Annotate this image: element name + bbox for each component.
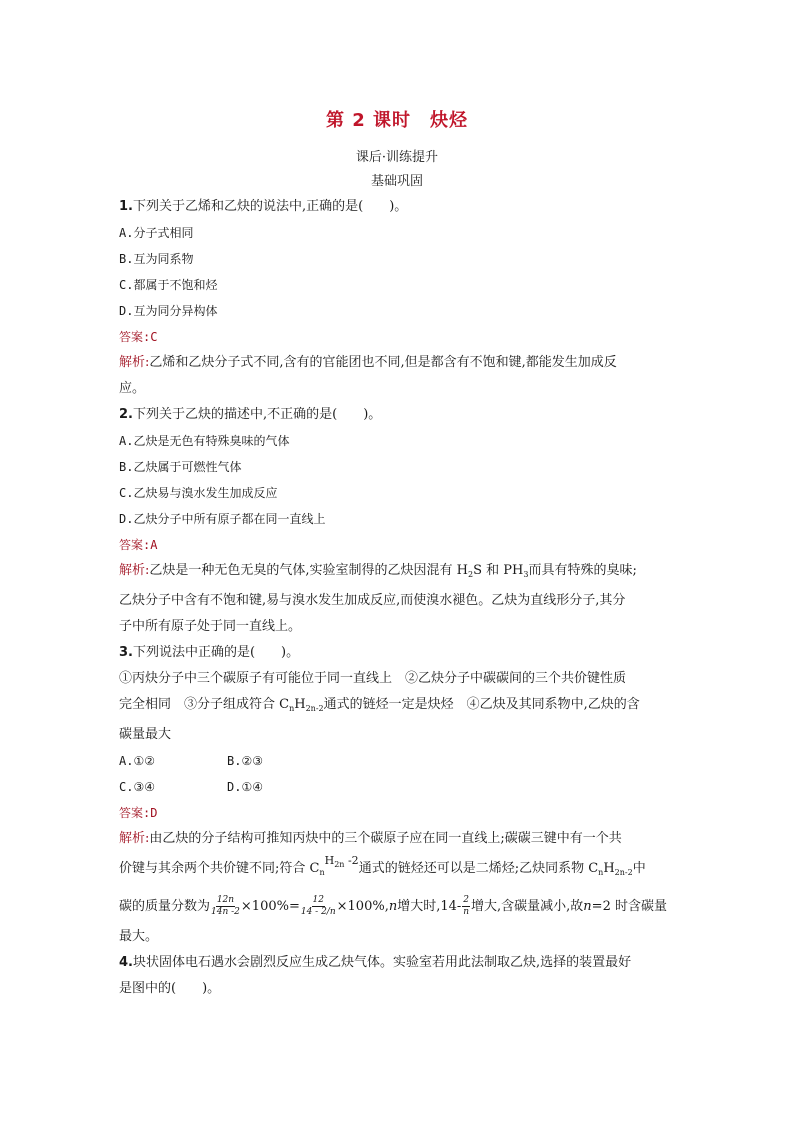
q3-statement-3: 碳量最大 xyxy=(119,727,172,742)
q3-option-b: B.②③ xyxy=(227,754,263,768)
q3-explanation-cont-1: 价键与其余两个共价键不同;符合 $C_n^{H_{2n} -2}$通式的链烃还可以是二烯烃;乙炔同系物 $C_nH_{2n-2}$中 xyxy=(119,854,646,877)
fraction-12-over: $\frac{12}{14 - 2/n}$ xyxy=(300,895,336,917)
q2-option-b: B.乙炔属于可燃性气体 xyxy=(119,460,242,474)
page-title: 第 2 课时 炔烃 xyxy=(325,110,469,131)
q3-option-d: D.①④ xyxy=(227,780,263,794)
q3-option-c: C.③④ xyxy=(119,780,155,794)
content xyxy=(119,194,679,1002)
q1-option-c: C.都属于不饱和烃 xyxy=(119,278,218,292)
q1-option-d: D.互为同分异构体 xyxy=(119,304,218,318)
section-heading: 基础巩固 xyxy=(370,174,423,189)
section-subtitle: 课后·训练提升 xyxy=(355,150,439,165)
q3-explanation: 解析:由乙炔的分子结构可推知丙炔中的三个碳原子应在同一直线上;碳碳三键中有一个共 xyxy=(119,831,622,846)
q3-statement-2: 完全相同 ③分子组成符合 $C_nH_{2n-2}$通式的链烃一定是炔烃 ④乙炔及其同系物中,乙炔的含 xyxy=(119,697,640,713)
q2-explanation-cont-2: 子中所有原子处于同一直线上。 xyxy=(119,619,302,634)
q3-answer: 答案:D xyxy=(119,806,158,820)
q3-options-row-2 xyxy=(119,774,679,800)
q3-explanation-cont-3: 最大。 xyxy=(119,929,159,944)
fraction-12n: $\frac{12n}{14n -2}$ xyxy=(211,895,240,917)
fraction-2-over-n: $\frac{2}{n}$ xyxy=(463,895,470,917)
q2-answer: 答案:A xyxy=(119,538,158,552)
question-4-stem: 4.块状固体电石遇水会剧烈反应生成乙炔气体。实验室若用此法制取乙炔,选择的装置最好 xyxy=(119,955,632,970)
q2-explanation: 解析:乙炔是一种无色无臭的气体,实验室制得的乙炔因混有 $H_2S$ 和 $PH_3$而具有特殊的臭味; xyxy=(119,563,637,579)
q2-option-a: A.乙炔是无色有特殊臭味的气体 xyxy=(119,434,290,448)
q1-option-b: B.互为同系物 xyxy=(119,252,194,266)
q2-explanation-cont-1: 乙炔分子中含有不饱和键,易与溴水发生加成反应,而使溴水褪色。乙炔为直线形分子,其分 xyxy=(119,593,626,608)
q1-explanation-cont: 应。 xyxy=(119,381,146,396)
q1-answer: 答案:C xyxy=(119,330,158,344)
q2-option-d: D.乙炔分子中所有原子都在同一直线上 xyxy=(119,512,326,526)
q3-options-row-1 xyxy=(119,748,679,774)
question-3-stem: 3.下列说法中正确的是( )。 xyxy=(119,645,300,660)
question-1-stem: 1.下列关于乙烯和乙炔的说法中,正确的是( )。 xyxy=(119,199,408,214)
q2-option-c: C.乙炔易与溴水发生加成反应 xyxy=(119,486,278,500)
q1-option-a: A.分子式相同 xyxy=(119,226,194,240)
question-2-stem: 2.下列关于乙炔的描述中,不正确的是( )。 xyxy=(119,407,382,422)
q3-explanation-cont-2: 碳的质量分数为 $\frac{12n}{14n -2}$ ×100%= $\frac{12}{14 - 2/n}$ ×100%,n增大时,14- $\frac{2}{n}$ 增大,含碳量减小,故n=2 时含碳量 xyxy=(119,895,667,917)
q3-option-a: A.①② xyxy=(119,754,155,768)
question-4-stem-cont: 是图中的( )。 xyxy=(119,981,221,996)
q1-explanation: 解析:乙烯和乙炔分子式不同,含有的官能团也不同,但是都含有不饱和键,都能发生加成反 xyxy=(119,355,617,370)
q3-statement-1: ①丙炔分子中三个碳原子有可能位于同一直线上 ②乙炔分子中碳碳间的三个共价键性质 xyxy=(119,671,627,686)
